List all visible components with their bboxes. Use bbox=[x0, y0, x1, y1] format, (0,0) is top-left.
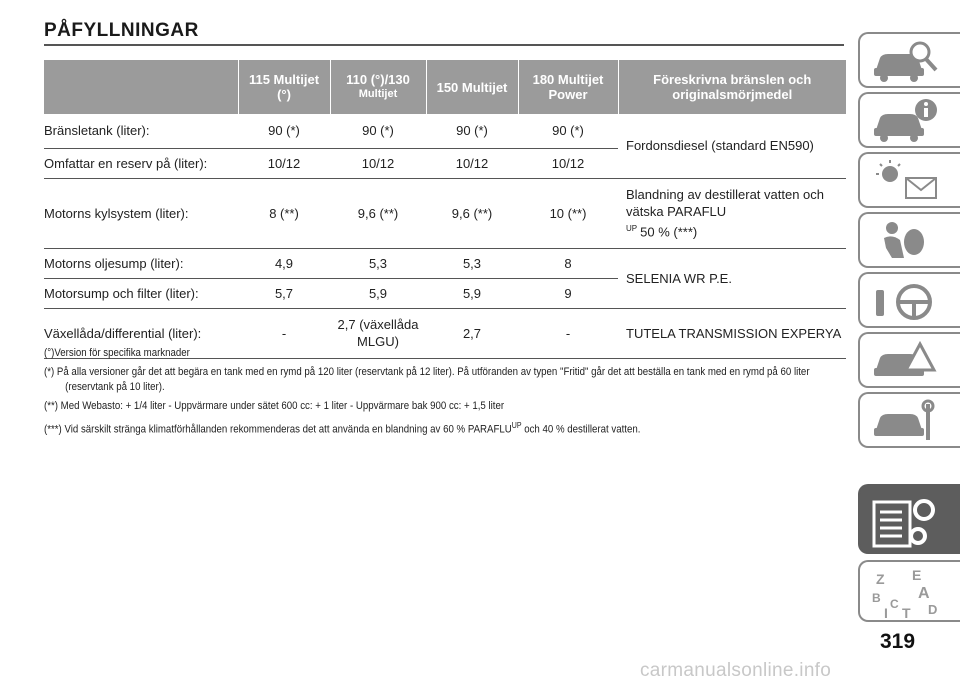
page-title: PÅFYLLNINGAR bbox=[44, 20, 199, 41]
cell-value: 90 (*) bbox=[330, 114, 426, 148]
cell-value: 5,9 bbox=[330, 278, 426, 308]
car-search-icon bbox=[870, 38, 940, 84]
cell-value: 90 (*) bbox=[426, 114, 518, 148]
tab-maintenance[interactable] bbox=[858, 392, 960, 448]
svg-text:C: C bbox=[890, 597, 899, 611]
tab-emergency[interactable] bbox=[858, 332, 960, 388]
cell-value: 5,9 bbox=[426, 278, 518, 308]
row-label: Omfattar en reserv på (liter): bbox=[44, 148, 238, 178]
page-number: 319 bbox=[880, 630, 916, 653]
cell-value: 5,7 bbox=[238, 278, 330, 308]
cell-value: 8 (**) bbox=[238, 178, 330, 248]
alphabetical-index-icon bbox=[870, 566, 946, 622]
tab-airbag-safety[interactable] bbox=[858, 212, 960, 268]
cell-value: 2,7 bbox=[426, 308, 518, 358]
row-label: Motorsump och filter (liter): bbox=[44, 278, 238, 308]
svg-text:Z: Z bbox=[876, 571, 885, 587]
tab-car-info[interactable] bbox=[858, 92, 960, 148]
cell-value: 5,3 bbox=[426, 248, 518, 278]
starting-driving-icon bbox=[870, 278, 940, 324]
header-115-multijet: 115 Multijet (°) bbox=[238, 60, 330, 114]
cell-value: 9 bbox=[518, 278, 618, 308]
maintenance-icon bbox=[870, 398, 940, 444]
footnote: (*) På alla versioner går det att begära en tank med en rymd på 120 liter (reservtank på 12 liter). På utföranden av typen "Fritid" går det att beställa en tank med en rymd på 60 liter (reservtank på 10 liter). bbox=[44, 366, 810, 393]
tab-technical-data[interactable] bbox=[858, 484, 960, 554]
cell-value: 90 (*) bbox=[238, 114, 330, 148]
header-blank bbox=[44, 60, 238, 114]
row-label: Bränsletank (liter): bbox=[44, 114, 238, 148]
tab-alphabetical-index[interactable] bbox=[858, 560, 960, 622]
cell-value: - bbox=[518, 308, 618, 358]
fuel-diesel: Fordonsdiesel (standard EN590) bbox=[618, 114, 846, 178]
table-row bbox=[44, 178, 846, 248]
fuel-engine-oil: SELENIA WR P.E. bbox=[618, 248, 846, 308]
svg-text:E: E bbox=[912, 567, 922, 583]
title-rule bbox=[44, 44, 844, 46]
header-180-multijet-power: 180 Multijet Power bbox=[518, 60, 618, 114]
cell-value: - bbox=[238, 308, 330, 358]
cell-value: 10/12 bbox=[238, 148, 330, 178]
header-fuels-lubricants: Föreskrivna bränslen och originalsmörjmedel bbox=[618, 60, 846, 114]
watermark: carmanualsonline.info bbox=[640, 660, 832, 681]
row-label: Växellåda/differential (liter): bbox=[44, 308, 238, 358]
tab-warning-lights[interactable] bbox=[858, 152, 960, 208]
cell-value: 10/12 bbox=[330, 148, 426, 178]
fuel-coolant: Blandning av destillerat vatten och vätska PARAFLU $^{UP}$ 50 % (***) bbox=[618, 178, 846, 248]
table-row bbox=[44, 248, 846, 278]
warning-lights-icon bbox=[870, 158, 940, 204]
cell-value: 5,3 bbox=[330, 248, 426, 278]
tab-car-search[interactable] bbox=[858, 32, 960, 88]
svg-text:B: B bbox=[872, 591, 881, 605]
emergency-icon bbox=[870, 338, 940, 384]
table-header-row bbox=[44, 60, 846, 114]
row-label: Motorns oljesump (liter): bbox=[44, 248, 238, 278]
cell-value: 9,6 (**) bbox=[330, 178, 426, 248]
cell-value: 4,9 bbox=[238, 248, 330, 278]
svg-text:A: A bbox=[918, 585, 930, 602]
cell-value: 10/12 bbox=[518, 148, 618, 178]
header-150-multijet: 150 Multijet bbox=[426, 60, 518, 114]
svg-text:T: T bbox=[902, 605, 911, 621]
cell-value: 8 bbox=[518, 248, 618, 278]
cell-value: 90 (*) bbox=[518, 114, 618, 148]
technical-data-icon bbox=[870, 492, 946, 552]
footnote: (***) Vid särskilt stränga klimatförhållanden rekommenderas det att använda en blandning av 60 % $PARAFLU^{UP}$ och 40 % destillerat vatten. bbox=[44, 421, 641, 436]
cell-value: 9,6 (**) bbox=[426, 178, 518, 248]
footnote: (°)Version för specifika marknader bbox=[44, 347, 190, 359]
tab-starting-driving[interactable] bbox=[858, 272, 960, 328]
cell-value: 10 (**) bbox=[518, 178, 618, 248]
footnotes bbox=[44, 346, 840, 442]
svg-text:D: D bbox=[928, 602, 938, 617]
svg-text:I: I bbox=[884, 605, 888, 621]
cell-value: 10/12 bbox=[426, 148, 518, 178]
header-110-130-multijet: 110 (°)/130 Multijet bbox=[330, 60, 426, 114]
cell-value: 2,7 (växellåda MLGU) bbox=[330, 308, 426, 358]
airbag-safety-icon bbox=[870, 218, 940, 264]
fuel-transmission: TUTELA TRANSMISSION EXPERYA bbox=[618, 308, 846, 358]
car-info-icon bbox=[870, 98, 940, 144]
table-row bbox=[44, 114, 846, 148]
footnote: (**) Med Webasto: + 1/4 liter - Uppvärmare under sätet 600 cc: + 1 liter - Uppvärmare bak 900 cc: + 1,5 liter bbox=[44, 400, 505, 412]
row-label: Motorns kylsystem (liter): bbox=[44, 178, 238, 248]
capacities-table bbox=[44, 60, 846, 359]
